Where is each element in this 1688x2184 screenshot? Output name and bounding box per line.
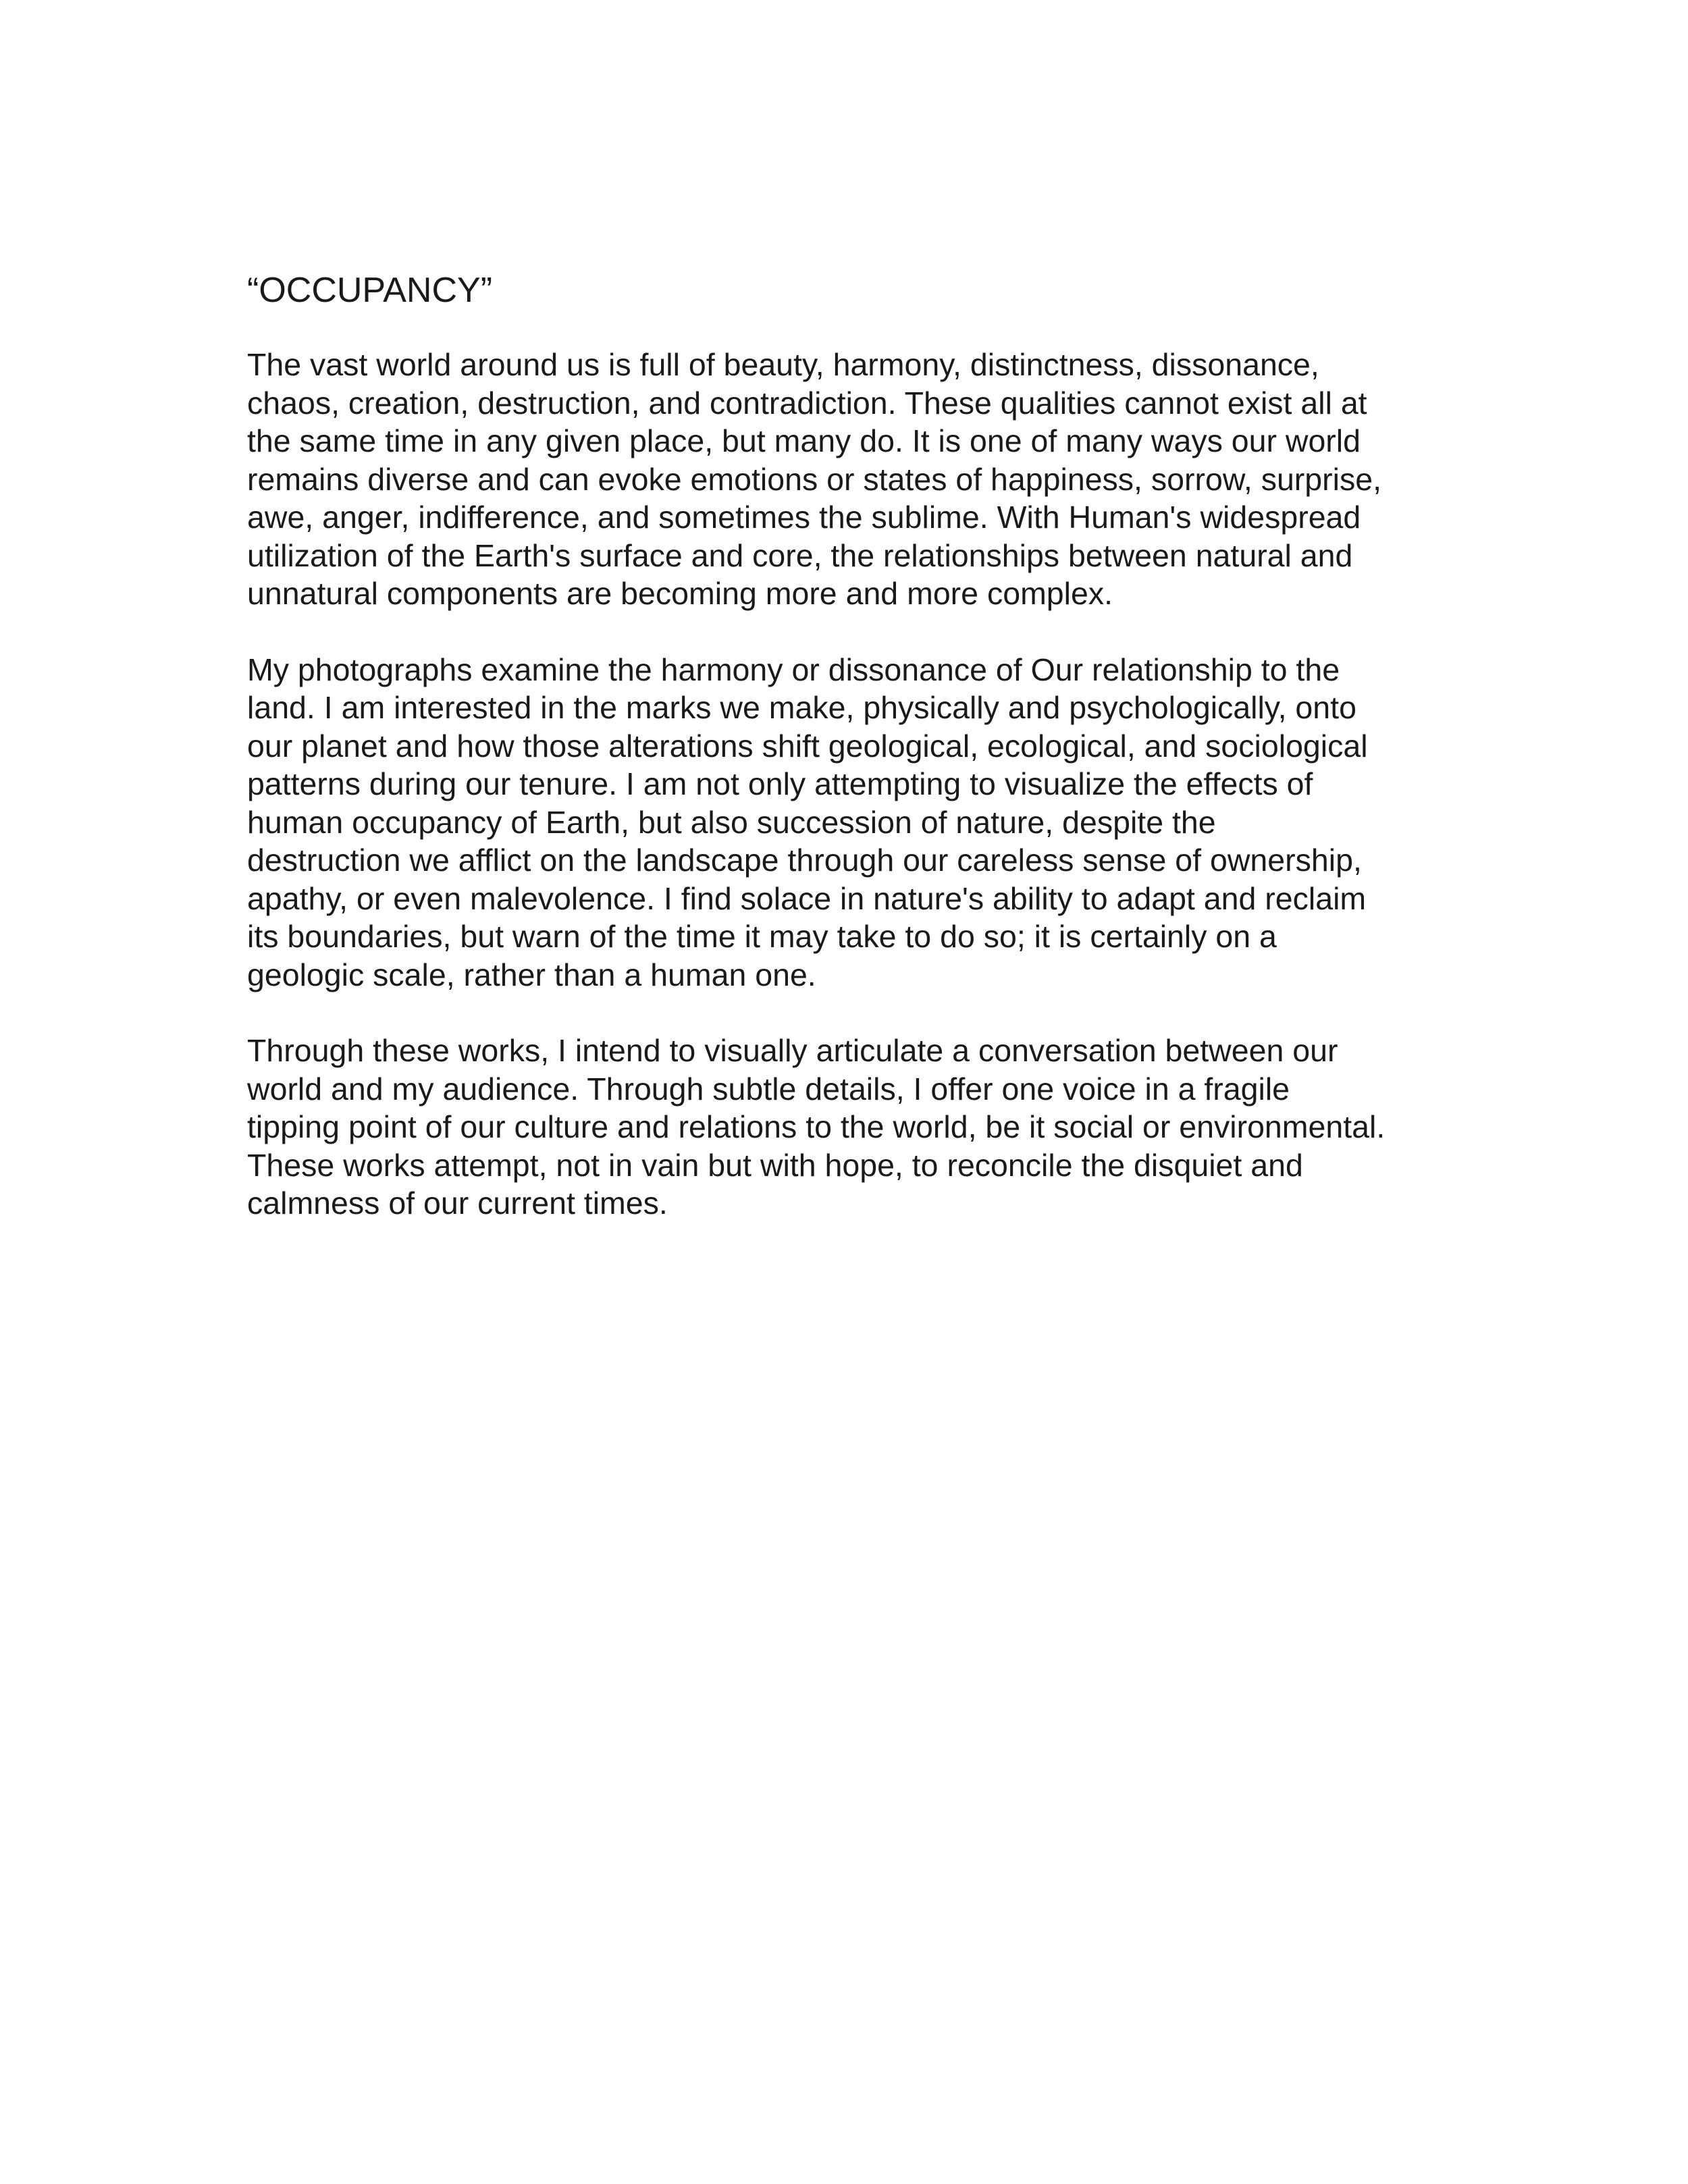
paragraph-line: our planet and how those alterations shift geological, ecological, and sociological bbox=[247, 728, 1368, 764]
paragraph-line: The vast world around us is full of beauty, harmony, distinctness, dissonance, bbox=[247, 347, 1319, 382]
paragraph-line: destruction we afflict on the landscape through our careless sense of ownership, bbox=[247, 843, 1362, 878]
paragraph-line: human occupancy of Earth, but also succession of nature, despite the bbox=[247, 804, 1216, 840]
paragraph-line: geologic scale, rather than a human one. bbox=[247, 957, 816, 992]
paragraph-3 bbox=[247, 1032, 1530, 1223]
paragraph-line: world and my audience. Through subtle details, I offer one voice in a fragile bbox=[247, 1071, 1290, 1107]
paragraph-line: the same time in any given place, but many do. It is one of many ways our world bbox=[247, 423, 1361, 458]
paragraph-line: utilization of the Earth's surface and core, the relationships between natural and bbox=[247, 537, 1353, 573]
document-body bbox=[247, 270, 1530, 1260]
paragraph-line: chaos, creation, destruction, and contradiction. These qualities cannot exist all at bbox=[247, 385, 1367, 421]
document-title: “OCCUPANCY” bbox=[247, 271, 493, 310]
paragraph-2 bbox=[247, 651, 1530, 994]
paragraph-line: land. I am interested in the marks we make, physically and psychologically, onto bbox=[247, 690, 1356, 725]
paragraph-line: its boundaries, but warn of the time it may take to do so; it is certainly on a bbox=[247, 919, 1277, 954]
paragraph-line: unnatural components are becoming more and more complex. bbox=[247, 576, 1113, 611]
paragraph-line: calmness of our current times. bbox=[247, 1186, 668, 1221]
paragraph-line: Through these works, I intend to visually articulate a conversation between our bbox=[247, 1033, 1338, 1068]
paragraph-line: remains diverse and can evoke emotions or states of happiness, sorrow, surprise, bbox=[247, 461, 1381, 497]
paragraph-line: These works attempt, not in vain but with hope, to reconcile the disquiet and bbox=[247, 1147, 1303, 1183]
paragraph-line: My photographs examine the harmony or dissonance of Our relationship to the bbox=[247, 651, 1340, 687]
paragraph-1 bbox=[247, 346, 1530, 613]
paragraph-line: tipping point of our culture and relations to the world, be it social or environmental. bbox=[247, 1109, 1386, 1144]
paragraph-line: awe, anger, indifference, and sometimes the sublime. With Human's widespread bbox=[247, 500, 1361, 535]
paragraph-line: patterns during our tenure. I am not only attempting to visualize the effects of bbox=[247, 766, 1313, 801]
paragraph-line: apathy, or even malevolence. I find solace in nature's ability to adapt and reclaim bbox=[247, 880, 1367, 916]
